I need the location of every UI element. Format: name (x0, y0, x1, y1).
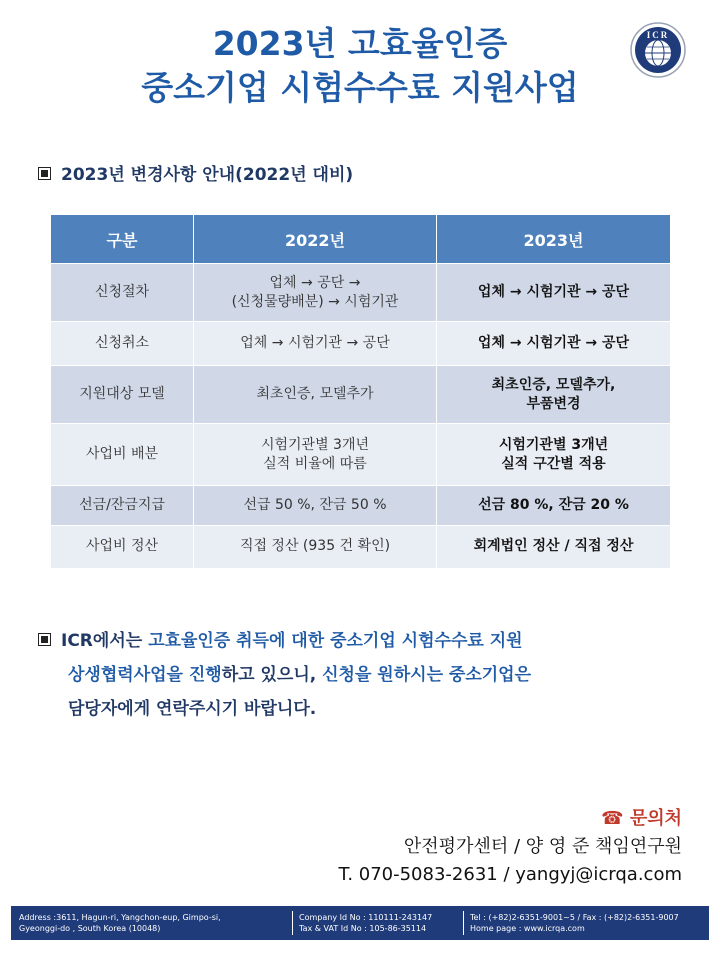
cell-2022: 직접 정산 (935 건 확인) (194, 526, 437, 568)
header-2022: 2022년 (194, 215, 437, 264)
page-title (0, 22, 720, 110)
notice-paragraph: ICR에서는 고효율인증 취득에 대한 중소기업 시험수수료 지원 상생협력사업을 진행하고 있으니, 신청을 원하시는 중소기업은 담당자에게 연락주시기 바랍니다. (38, 624, 688, 726)
cell-2022: 최초인증, 모델추가 (194, 366, 437, 424)
comparison-table (51, 215, 670, 568)
logo-text: ICR (646, 30, 670, 40)
section-heading-text: 2023년 변경사항 안내(2022년 대비) (61, 165, 354, 185)
title-line-1: 2023년 고효율인증 (212, 24, 508, 63)
row-label: 신청취소 (51, 322, 194, 366)
cell-2023: 회계법인 정산 / 직접 정산 (437, 526, 671, 568)
notice-company: ICR (61, 631, 93, 651)
notice-line-3: 담당자에게 연락주시기 바랍니다. (68, 699, 317, 719)
row-label: 신청절차 (51, 264, 194, 322)
telephone-icon: ☎ (601, 808, 624, 829)
footer-contact: Tel : (+82)2-6351-9001~5 / Fax : (+82)2-6351-9007 Home page : www.icrqa.com (470, 913, 679, 933)
table-row (51, 486, 670, 526)
cell-2022: 업체 → 시험기관 → 공단 (194, 322, 437, 366)
table-row (51, 366, 670, 424)
cell-2022: 업체 → 공단 → (신청물량배분) → 시험기관 (194, 264, 437, 322)
cell-2023: 업체 → 시험기관 → 공단 (437, 322, 671, 366)
notice-highlight: 고효율인증 취득에 대한 중소기업 시험수수료 지원 (148, 631, 523, 651)
icr-logo (630, 22, 686, 78)
table-header-row (51, 215, 670, 264)
table-row (51, 264, 670, 322)
row-label: 선금/잔금지급 (51, 486, 194, 526)
row-label: 사업비 정산 (51, 526, 194, 568)
cell-2022: 시험기관별 3개년 실적 비율에 따름 (194, 424, 437, 486)
table-row (51, 322, 670, 366)
footer-homepage-link[interactable]: Home page : www.icrqa.com (470, 924, 585, 933)
table-row (51, 424, 670, 486)
cell-2022: 선급 50 %, 잔금 50 % (194, 486, 437, 526)
table-row (51, 526, 670, 568)
square-bullet-icon (38, 167, 51, 180)
contact-phone[interactable]: T. 070-5083-2631 / yangyj@icrqa.com (338, 864, 682, 885)
cell-2023: 선금 80 %, 잔금 20 % (437, 486, 671, 526)
footer-company: Company Id No : 110111-243147 Tax & VAT Id No : 105-86-35114 (299, 913, 433, 933)
contact-person: 안전평가센터 / 양 영 준 책임연구원 (403, 836, 682, 857)
notice-highlight: 상생협력사업을 진행 (68, 665, 222, 685)
cell-2023: 업체 → 시험기관 → 공단 (437, 264, 671, 322)
cell-2023: 최초인증, 모델추가, 부품변경 (437, 366, 671, 424)
header-category: 구분 (51, 215, 194, 264)
title-line-2: 중소기업 시험수수료 지원사업 (141, 68, 579, 107)
section-heading (38, 160, 353, 185)
row-label: 사업비 배분 (51, 424, 194, 486)
footer-address: Address :3611, Hagun-ri, Yangchon-eup, Gimpo-si, Gyeonggi-do , South Korea (10048) (19, 913, 221, 933)
footer-bar (11, 906, 709, 940)
cell-2023: 시험기관별 3개년 실적 구간별 적용 (437, 424, 671, 486)
row-label: 지원대상 모델 (51, 366, 194, 424)
square-bullet-icon (38, 633, 51, 646)
notice-highlight: 신청을 원하시는 중소기업은 (322, 665, 532, 685)
header-2023: 2023년 (437, 215, 671, 264)
contact-block (338, 805, 682, 889)
contact-heading: ☎ 문의처 (601, 808, 682, 829)
